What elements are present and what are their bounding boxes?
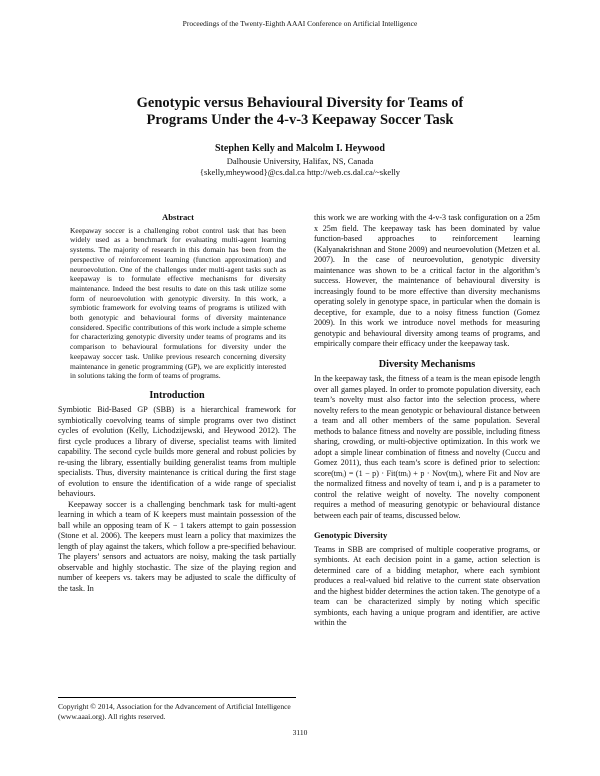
affiliation-block — [60, 156, 540, 177]
title-line-2: Programs Under the 4-v-3 Keepaway Soccer Task — [146, 112, 454, 128]
abstract-text: Keepaway soccer is a challenging robot control task that has been widely used as a benchmark for evaluating multi-agent learning systems. The majority of research in this domain has been from the perspective of reinforcement learning (function approximation) and neuroevolution. One of the challenges under multi-agent tasks such as keepaway is to formulate effective mechanisms for diversity maintenance. Indeed the best results to date on this task utilize some form of neuroevolution with genotypic diversity. In this work, a symbiotic framework for evolving teams of programs is utilized with both genotypic and behavioural forms of diversity maintenance considered. Specific contributions of this work include a simple scheme for characterizing genotypic diversity under teams of programs and its comparison to behavioural formulations for diversity under the keepaway soccer task. Unlike previous research concerning diversity maintenance in genetic programming (GP), we are explicitly interested in solutions taking the form of teams of programs. — [70, 225, 286, 381]
affiliation: Dalhousie University, Halifax, NS, Canada — [226, 156, 374, 166]
copyright-footnote: Copyright © 2014, Association for the Advancement of Artificial Intelligence (www.aaai.org). All rights reserved. — [58, 697, 296, 721]
title-line-1: Genotypic versus Behavioural Diversity for Teams of — [136, 95, 464, 111]
diversity-mechanisms-heading: Diversity Mechanisms — [378, 358, 476, 370]
introduction-heading: Introduction — [149, 389, 205, 401]
intro-paragraph-2: Keepaway soccer is a challenging benchmark task for multi-agent learning in which a team of K keepers must maintain possession of the ball while an opposing team of K − 1 takers attempt to gain possession (Stone et al. 2006). The keepers must learn a policy that maximizes the length of play against the takers, which follow a pre-specified behaviour. The players’ sensors and actuators are noisy, making the task partially observable and highly stochastic. The size of the playing region and number of keepers vs. takers may be adjusted to scale the difficulty of the task. In — [58, 499, 296, 593]
proceedings-header: Proceedings of the Twenty-Eighth AAAI Conference on Artificial Intelligence — [182, 19, 418, 28]
genotypic-paragraph-1: Teams in SBB are comprised of multiple cooperative programs, or symbionts. At each decision point in a game, action selection is determined care of a bidding metaphor, where each symbiont produces a real-valued bid relative to the current state observation and the highest bidder determines the action taken. The genotype of a team can be characterized simply by noting which specific symbionts, each having a unique program and identifier, are active within the — [314, 544, 540, 627]
left-column — [58, 213, 296, 594]
authors: Stephen Kelly and Malcolm I. Heywood — [214, 143, 385, 154]
genotypic-diversity-heading: Genotypic Diversity — [314, 530, 388, 540]
intro-paragraph-1: Symbiotic Bid-Based GP (SBB) is a hierarchical framework for symbiotically coevolving teams of simple programs over two distinct cycles of evolution (Kelly, Lichodzijewski, and Heywood 2012). The first cycle produces a library of diverse, specialist teams with limited capability. The second cycle builds more general and robust policies by re-using the library, essentially building generalist teams from multiple specialists. Thus, diversity maintenance is critical during the first stage of evolution to ensure the identification of a wide range of specialist behaviours. — [58, 405, 296, 499]
abstract-heading: Abstract — [162, 212, 194, 222]
right-column — [314, 213, 540, 629]
paper-title — [60, 95, 540, 129]
abstract — [58, 213, 296, 381]
right-paragraph-1: this work we are working with the 4-v-3 task configuration on a 25m x 25m field. The keepaway task has been dominated by value function-based approaches to reinforcement learning (Kalyanakrishnan and Stone 2009) and neuroevolution (Metzen et al. 2007). In the case of neuroevolution, genotypic diversity maintenance was shown to be a critical factor in the algorithm’s success. However, the maintenance of behavioural diversity is increasingly found to be more effective than diversity mechanisms operating solely in genotype space, in particular when the domain is deceptive, for example, due to a noisy fitness function (Gomez 2009). In this work we introduce novel methods for measuring genotypic and behavioural diversity among teams of programs, and empirically compare their efficacy under the keepaway task. — [314, 213, 540, 348]
contact: {skelly,mheywood}@cs.dal.ca http://web.cs.dal.ca/~skelly — [199, 166, 401, 177]
page-number: 3110 — [292, 728, 308, 737]
diversity-paragraph-1: In the keepaway task, the fitness of a team is the mean episode length over all games played. In order to promote population diversity, each team’s novelty must also factor into the selection process, where novelty refers to the mean genotypic or behavioural distance between a team and all other members of the same population. Several methods to balance fitness and novelty are possible, including fitness sharing, crowding, or multi-objective optimization. In this work we adopt a simple linear combination of fitness and novelty (Cuccu and Gomez 2011), thus each team’s score is defined prior to selection: score(tmᵢ) = (1 − p) · Fit(tmᵢ) + p · Nov(tmᵢ), where Fit and Nov are the normalized fitness and novelty of team i, and p is a parameter to control the relative weight of novelty. The novelty component requires a method of measuring genotypic or behavioural distance between each pair of teams, discussed below. — [314, 374, 540, 520]
